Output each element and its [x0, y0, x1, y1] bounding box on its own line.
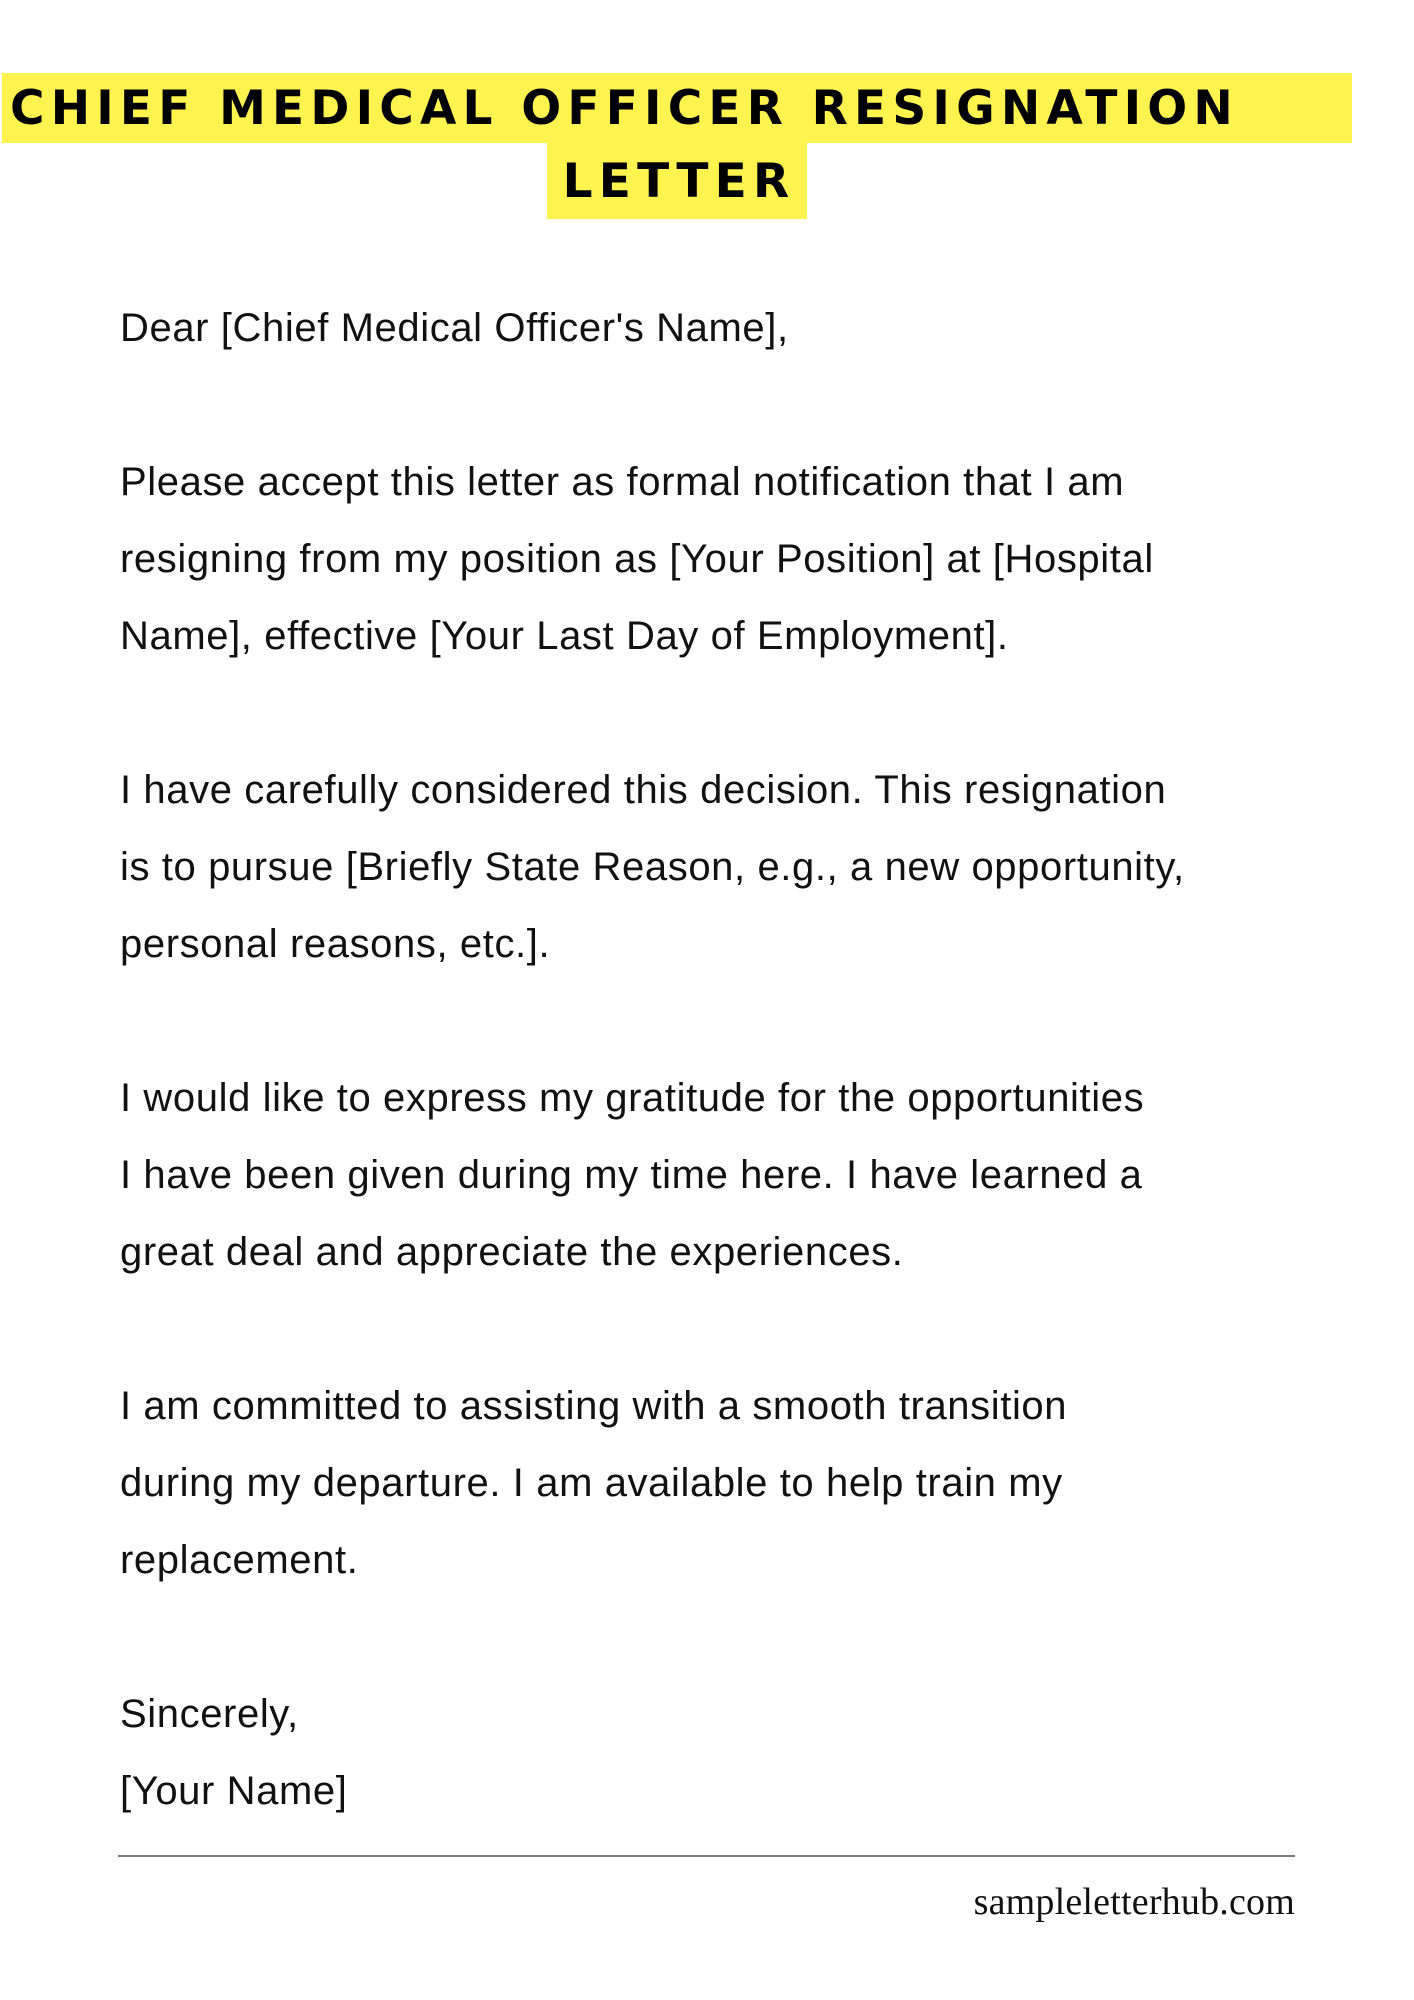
page-title-text-2: LETTER — [562, 153, 796, 209]
paragraph-line: resigning from my position as [Your Position] at [Hospital — [120, 537, 1154, 581]
paragraph-line: Please accept this letter as formal notification that I am — [120, 460, 1125, 504]
footer-site-link[interactable]: sampleletterhub.com — [973, 1881, 1295, 1923]
paragraph-line: I am committed to assisting with a smooth transition — [120, 1384, 1068, 1428]
paragraph-line: great deal and appreciate the experiences. — [120, 1230, 904, 1274]
page-title-line-2 — [547, 143, 807, 219]
paragraph-gratitude — [120, 1060, 1380, 1291]
paragraph-line: is to pursue [Briefly State Reason, e.g., a new opportunity, — [120, 845, 1185, 889]
salutation-text: Dear [Chief Medical Officer's Name], — [120, 306, 789, 350]
footer-divider — [118, 1855, 1295, 1857]
paragraph-reason — [120, 752, 1380, 983]
paragraph-notification — [120, 444, 1380, 675]
letter-body — [120, 290, 1380, 1830]
paragraph-line: during my departure. I am available to help train my — [120, 1461, 1063, 1505]
paragraph-line: I have been given during my time here. I have learned a — [120, 1153, 1143, 1197]
paragraph-line: I would like to express my gratitude for the opportunities — [120, 1076, 1145, 1120]
salutation — [120, 290, 1380, 367]
paragraph-transition — [120, 1368, 1380, 1599]
paragraph-line: personal reasons, etc.]. — [120, 922, 551, 966]
paragraph-line: I have carefully considered this decision. This resignation — [120, 768, 1167, 812]
page-title-line-1 — [2, 73, 1352, 143]
closing-block — [120, 1676, 1380, 1830]
paragraph-line: replacement. — [120, 1538, 359, 1582]
paragraph-line: Name], effective [Your Last Day of Employment]. — [120, 614, 1009, 658]
signature-name: [Your Name] — [120, 1769, 348, 1813]
closing-text: Sincerely, — [120, 1692, 299, 1736]
page-title-text-1: CHIEF MEDICAL OFFICER RESIGNATION — [10, 80, 1239, 136]
